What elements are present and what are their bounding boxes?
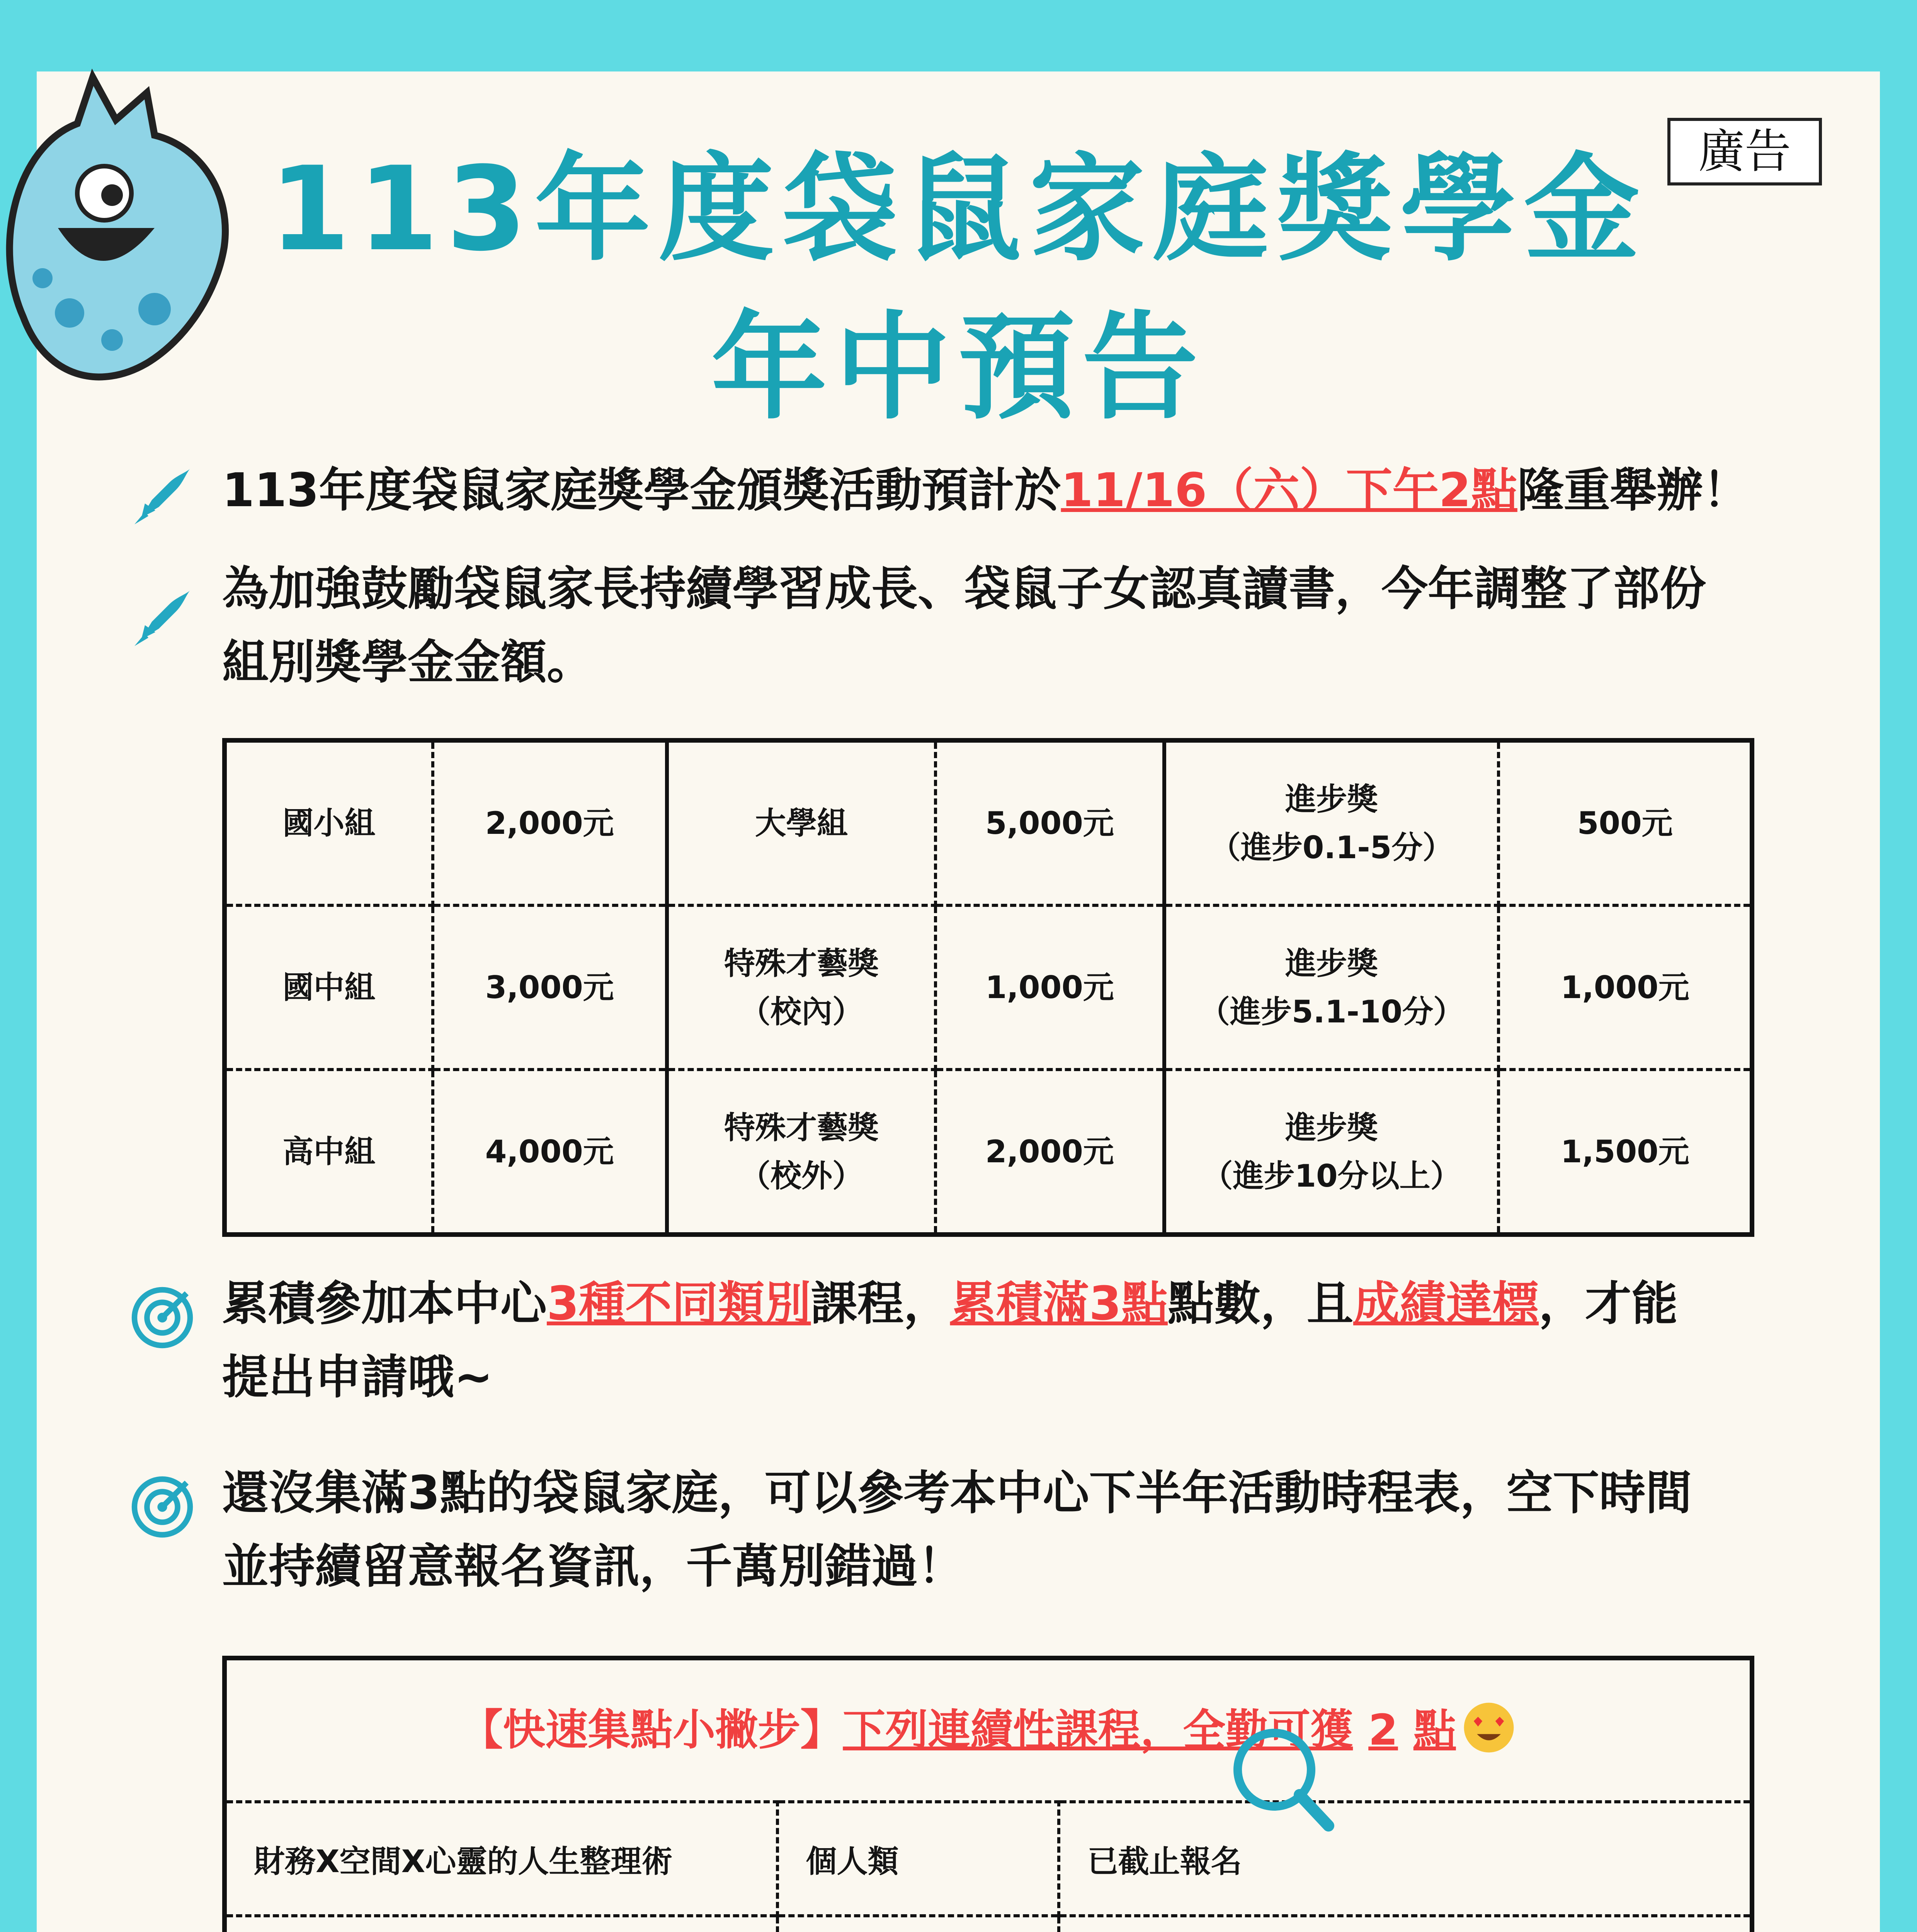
- req-text: 課程，: [811, 1277, 950, 1331]
- requirement-paragraph: [222, 1267, 1768, 1414]
- award-row: [225, 740, 1752, 905]
- schedule-line: 並持續留意報名資訊，千萬別錯過！: [222, 1540, 964, 1594]
- heart-eyes-emoji-icon: [1462, 1701, 1516, 1765]
- course-name: 財務X空間X心靈的人生整理術: [225, 1802, 777, 1916]
- intro-line: 為加強鼓勵袋鼠家長持續學習成長、袋鼠子女認真讀書，今年調整了部份: [222, 562, 1706, 616]
- award-cell: 進步獎 （進步10分以上）: [1164, 1070, 1499, 1235]
- page-title: 113年度袋鼠家庭獎學金: [269, 142, 1648, 277]
- course-category: [777, 1916, 1059, 1932]
- schedule-line: 還沒集滿3點的袋鼠家庭，可以參考本中心下半年活動時程表，空下時間: [222, 1466, 1692, 1520]
- target-icon: [128, 1472, 197, 1542]
- award-row: [225, 905, 1752, 1070]
- award-cell: 特殊才藝獎 （校內）: [667, 905, 936, 1070]
- course-table-header: [225, 1658, 1752, 1802]
- award-table: [222, 738, 1754, 1237]
- intro-paragraph-2: [222, 553, 1768, 699]
- award-cell: 3,000元: [433, 905, 667, 1070]
- page-subtitle: 年中預告: [711, 300, 1206, 435]
- requirement-line-2: 提出申請哦~: [222, 1350, 493, 1404]
- req-text: 點數，且: [1168, 1277, 1353, 1331]
- tip-points: 2: [1368, 1705, 1398, 1755]
- award-row: [225, 1070, 1752, 1235]
- award-cell: 2,000元: [433, 740, 667, 905]
- event-date-highlight: 11/16（六）下午2點: [1061, 464, 1517, 517]
- award-cell: 1,000元: [1499, 905, 1752, 1070]
- tip-unit: 點: [1413, 1705, 1456, 1755]
- course-dates: [1059, 1916, 1752, 1932]
- course-name: [225, 1916, 777, 1932]
- award-cell: 高中組: [225, 1070, 433, 1235]
- award-cell: 1,500元: [1560, 1134, 1689, 1170]
- award-cell: 500元: [1499, 740, 1752, 905]
- award-cell: 4,000元: [433, 1070, 667, 1235]
- course-dates: 已截止報名: [1059, 1802, 1752, 1916]
- course-table: [222, 1656, 1754, 1932]
- intro-paragraph-1: [222, 454, 1768, 527]
- intro-line: 組別獎學金金額。: [222, 636, 593, 689]
- tip-label: 【快速集點小撇步】: [460, 1705, 843, 1755]
- award-cell: 進步獎 （進步0.1-5分）: [1164, 740, 1499, 905]
- course-table-title: [225, 1658, 1752, 1802]
- award-cell: 國中組: [225, 905, 433, 1070]
- requirement-line-1: [222, 1267, 1768, 1341]
- ad-tag: 廣告: [1667, 118, 1822, 185]
- top-border: [0, 0, 1917, 43]
- course-row: [225, 1802, 1752, 1916]
- intro-text: 113年度袋鼠家庭獎學金頒獎活動預計於: [222, 464, 1061, 517]
- target-icon: [128, 1283, 197, 1352]
- award-cell: 5,000元: [936, 740, 1164, 905]
- req-highlight-1: 3種不同類別: [547, 1277, 811, 1331]
- schedule-paragraph: [222, 1457, 1768, 1604]
- award-cell: 進步獎 （進步5.1-10分）: [1164, 905, 1499, 1070]
- award-cell: 特殊才藝獎 （校外）: [667, 1070, 936, 1235]
- course-row: [225, 1916, 1752, 1932]
- award-cell: 1,000元: [936, 905, 1164, 1070]
- award-cell: 國小組: [225, 740, 433, 905]
- req-highlight-3: 成績達標: [1353, 1277, 1539, 1331]
- req-text: ，才能: [1539, 1277, 1678, 1331]
- course-category: 個人類: [777, 1802, 1059, 1916]
- award-cell: 2,000元: [936, 1070, 1164, 1235]
- intro-text-end: 隆重舉辦！: [1517, 464, 1749, 517]
- rocket-icon: [128, 462, 197, 531]
- rocket-icon: [128, 583, 197, 653]
- tip-text: 下列連續性課程，全勤可獲: [843, 1705, 1353, 1755]
- award-cell: 大學組: [667, 740, 936, 905]
- req-text: 累積參加本中心: [222, 1277, 547, 1331]
- req-highlight-2: 累積滿3點: [950, 1277, 1168, 1331]
